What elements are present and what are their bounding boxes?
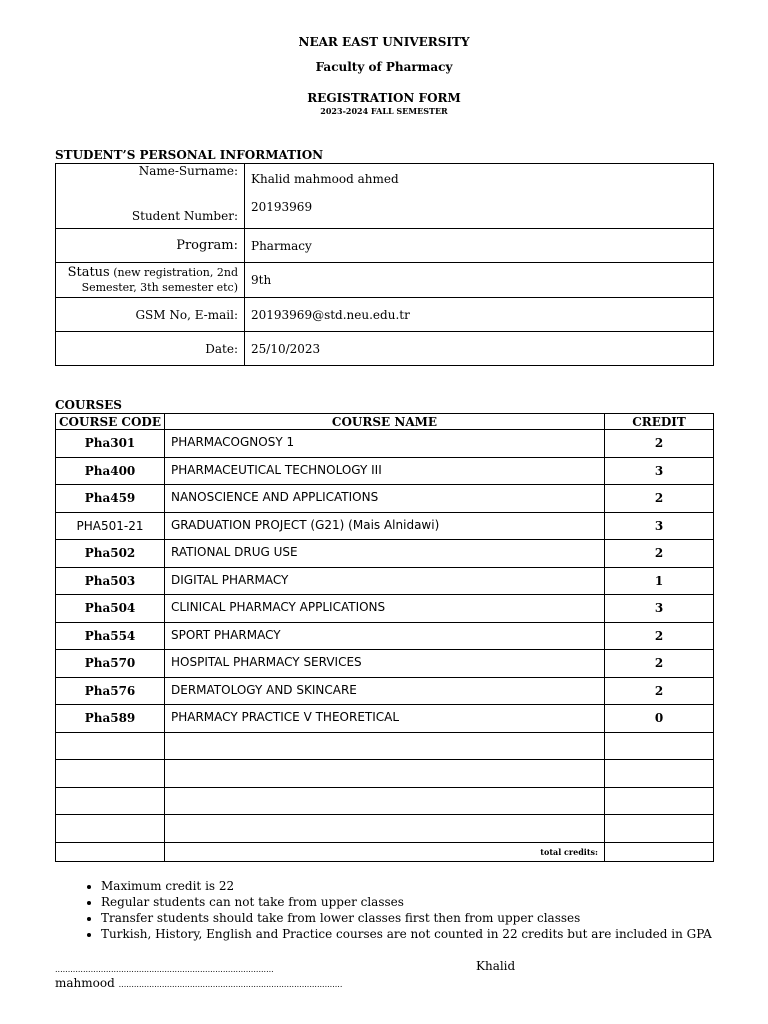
faculty-name: Faculty of Pharmacy — [315, 60, 453, 74]
table-row — [56, 650, 714, 678]
status-label-detail: (new registration, 2nd — [113, 266, 238, 279]
course-credit: 3 — [605, 457, 714, 485]
list-item: • Maximum credit is 22 — [101, 878, 712, 894]
table-row — [56, 430, 714, 458]
signature-name: Khalid — [476, 959, 516, 973]
program-row — [56, 229, 714, 263]
semester-title: 2023-2024 FALL SEMESTER — [320, 106, 448, 116]
name-value: Khalid mahmood ahmed — [251, 172, 399, 186]
empty-cell — [605, 732, 714, 760]
table-row — [56, 512, 714, 540]
course-name: PHARMACOGNOSY 1 — [165, 430, 605, 458]
course-name: GRADUATION PROJECT (G21) (Mais Alnidawi) — [165, 512, 605, 540]
table-row — [56, 622, 714, 650]
course-credit: 2 — [605, 650, 714, 678]
empty-cell — [56, 732, 165, 760]
empty-cell — [56, 815, 165, 843]
course-name: RATIONAL DRUG USE — [165, 540, 605, 568]
course-code: Pha576 — [56, 677, 165, 705]
program-value: Pharmacy — [245, 229, 714, 263]
course-name: NANOSCIENCE AND APPLICATIONS — [165, 485, 605, 513]
empty-cell — [605, 787, 714, 815]
course-code: Pha400 — [56, 457, 165, 485]
table-row — [56, 485, 714, 513]
personal-info-table — [55, 163, 714, 366]
course-credit: 0 — [605, 705, 714, 733]
empty-row — [56, 815, 714, 843]
date-label: Date: — [56, 332, 245, 366]
header-credit: CREDIT — [605, 414, 714, 430]
name-number-label-cell — [56, 164, 245, 229]
name-number-value-cell — [245, 164, 714, 229]
course-code: Pha504 — [56, 595, 165, 623]
course-code: Pha301 — [56, 430, 165, 458]
courses-header-row — [56, 414, 714, 430]
table-row — [56, 705, 714, 733]
gsm-label: GSM No, E-mail: — [56, 298, 245, 332]
name-label: Name-Surname: — [138, 164, 238, 178]
header-course-name: COURSE NAME — [165, 414, 605, 430]
empty-cell — [165, 732, 605, 760]
course-credit: 3 — [605, 595, 714, 623]
status-row — [56, 263, 714, 298]
empty-row — [56, 732, 714, 760]
course-credit: 2 — [605, 540, 714, 568]
empty-cell — [605, 815, 714, 843]
table-row — [56, 677, 714, 705]
empty-cell — [56, 760, 165, 788]
course-credit: 2 — [605, 430, 714, 458]
course-credit: 2 — [605, 677, 714, 705]
empty-row — [56, 760, 714, 788]
student-number-label: Student Number: — [131, 209, 238, 223]
signature-dots: ........................................................................................ — [118, 980, 343, 989]
form-title: REGISTRATION FORM — [307, 91, 461, 105]
table-row — [56, 457, 714, 485]
personal-info-heading: STUDENT’S PERSONAL INFORMATION — [55, 148, 324, 162]
header-course-code: COURSE CODE — [56, 414, 165, 430]
course-code: Pha589 — [56, 705, 165, 733]
empty-cell — [56, 787, 165, 815]
table-row — [56, 567, 714, 595]
table-row — [56, 595, 714, 623]
program-label: Program: — [56, 229, 245, 263]
course-credit: 3 — [605, 512, 714, 540]
course-name: PHARMACY PRACTICE V THEORETICAL — [165, 705, 605, 733]
signature-name-2: mahmood — [55, 976, 115, 990]
list-item: • Transfer students should take from lower classes first then from upper classes — [101, 910, 712, 926]
course-code: Pha459 — [56, 485, 165, 513]
course-code: PHA501-21 — [56, 512, 165, 540]
total-credits-label: total credits: — [165, 842, 605, 861]
date-row — [56, 332, 714, 366]
total-credits-value — [605, 842, 714, 861]
name-number-row — [56, 164, 714, 229]
course-name: PHARMACEUTICAL TECHNOLOGY III — [165, 457, 605, 485]
course-name: DIGITAL PHARMACY — [165, 567, 605, 595]
gsm-row — [56, 298, 714, 332]
gsm-value: 20193969@std.neu.edu.tr — [245, 298, 714, 332]
list-item: • Regular students can not take from upper classes — [101, 894, 712, 910]
empty-cell — [165, 787, 605, 815]
course-name: HOSPITAL PHARMACY SERVICES — [165, 650, 605, 678]
signature-line-2 — [55, 976, 342, 990]
course-code: Pha503 — [56, 567, 165, 595]
empty-cell — [605, 760, 714, 788]
courses-heading: COURSES — [55, 398, 122, 412]
empty-cell — [165, 815, 605, 843]
signature-line-1: ...................................................................................... — [55, 965, 274, 974]
empty-cell — [165, 760, 605, 788]
notes-list — [60, 878, 712, 942]
status-label-cell — [56, 263, 245, 298]
university-name: NEAR EAST UNIVERSITY — [298, 35, 470, 49]
course-name: CLINICAL PHARMACY APPLICATIONS — [165, 595, 605, 623]
status-label: Status — [67, 265, 110, 280]
course-credit: 2 — [605, 485, 714, 513]
status-label-detail-2: Semester, 3th semester etc) — [81, 281, 238, 294]
courses-table — [55, 413, 714, 862]
course-name: DERMATOLOGY AND SKINCARE — [165, 677, 605, 705]
status-value: 9th — [245, 263, 714, 298]
total-empty-cell — [56, 842, 165, 861]
list-item: • Turkish, History, English and Practice courses are not counted in 22 credits but are included in GPA — [101, 926, 712, 942]
course-credit: 2 — [605, 622, 714, 650]
student-number-value: 20193969 — [251, 200, 313, 214]
table-row — [56, 540, 714, 568]
total-row — [56, 842, 714, 861]
course-code: Pha502 — [56, 540, 165, 568]
course-code: Pha554 — [56, 622, 165, 650]
empty-row — [56, 787, 714, 815]
course-credit: 1 — [605, 567, 714, 595]
course-name: SPORT PHARMACY — [165, 622, 605, 650]
course-code: Pha570 — [56, 650, 165, 678]
date-value: 25/10/2023 — [245, 332, 714, 366]
